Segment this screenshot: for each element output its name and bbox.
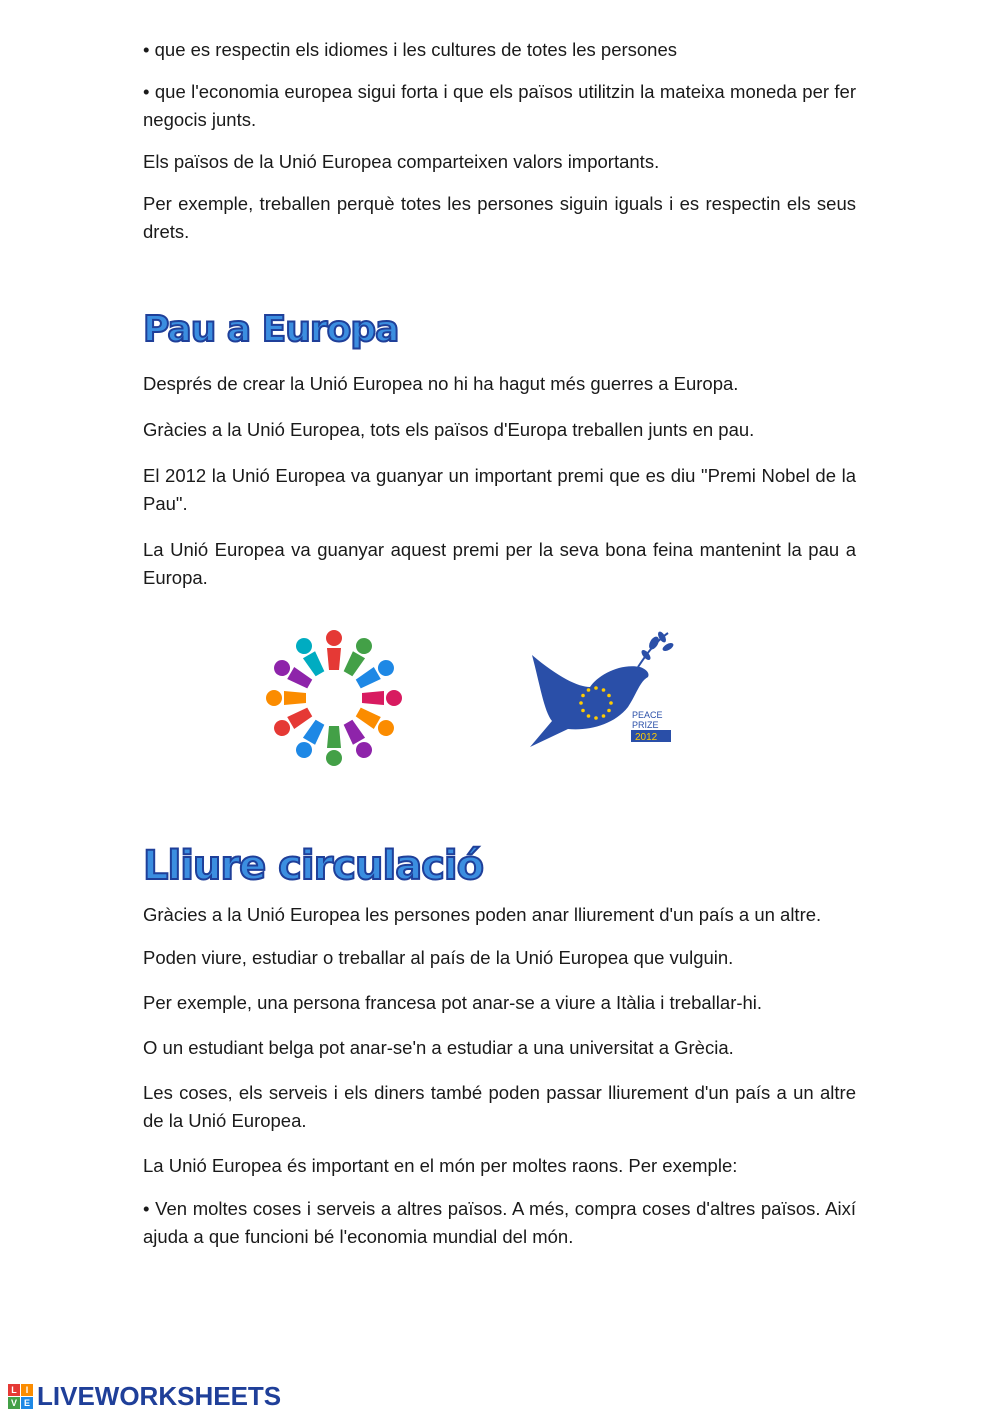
- paragraph: Per exemple, treballen perquè totes les persones siguin iguals i es respectin els seus drets.: [143, 193, 856, 242]
- section-heading-free-movement: Lliure circulació: [143, 843, 484, 889]
- bullet-item: • Ven moltes coses i serveis a altres països. A més, compra coses d'altres països. Així ajuda a que funcioni bé l'economia mundial del món.: [143, 1195, 856, 1251]
- paragraph: O un estudiant belga pot anar-se'n a estudiar a una universitat a Grècia.: [143, 1037, 734, 1058]
- prize-label: PRIZE: [632, 720, 659, 730]
- footer-brand: LIVEWORKSHEETS: [37, 1380, 282, 1411]
- paragraph: Per exemple, una persona francesa pot anar-se a viure a Itàlia i treballar-hi.: [143, 992, 763, 1013]
- paragraph: Gràcies a la Unió Europea les persones poden anar lliurement d'un país a un altre.: [143, 904, 822, 925]
- paragraph: El 2012 la Unió Europea va guanyar un important premi que es diu "Premi Nobel de la Pau".: [143, 465, 856, 514]
- paragraph: Gràcies a la Unió Europea, tots els països d'Europa treballen junts en pau.: [143, 419, 755, 440]
- paragraph: Les coses, els serveis i els diners també poden passar lliurement d'un país a un altre de la Unió Europea.: [143, 1082, 856, 1131]
- paragraph: Els països de la Unió Europea comparteixen valors importants.: [143, 151, 660, 172]
- dove-body: [530, 655, 649, 747]
- people-circle-image: [261, 625, 407, 771]
- logo-blocks-icon: L I V E: [8, 1384, 33, 1409]
- bullet-item: • que es respectin els idiomes i les cultures de totes les persones: [143, 36, 856, 64]
- paragraph: La Unió Europea és important en el món per moltes raons. Per exemple:: [143, 1155, 738, 1176]
- illustrations-row: [143, 625, 856, 785]
- section-heading-peace: Pau a Europa: [143, 309, 399, 350]
- peace-label: PEACE: [632, 710, 663, 720]
- document-body: [143, 36, 856, 1251]
- peace-dove-image: [528, 625, 678, 755]
- year-label: 2012: [635, 732, 658, 743]
- paragraph: Poden viure, estudiar o treballar al país de la Unió Europea que vulguin.: [143, 947, 734, 968]
- paragraph: Després de crear la Unió Europea no hi ha hagut més guerres a Europa.: [143, 373, 739, 394]
- people-figures: [266, 630, 402, 766]
- footer-logo[interactable]: [8, 1380, 281, 1412]
- bullet-item: • que l'economia europea sigui forta i que els països utilitzin la mateixa moneda per fer negocis junts.: [143, 78, 856, 134]
- paragraph: La Unió Europea va guanyar aquest premi per la seva bona feina mantenint la pau a Europa.: [143, 539, 856, 588]
